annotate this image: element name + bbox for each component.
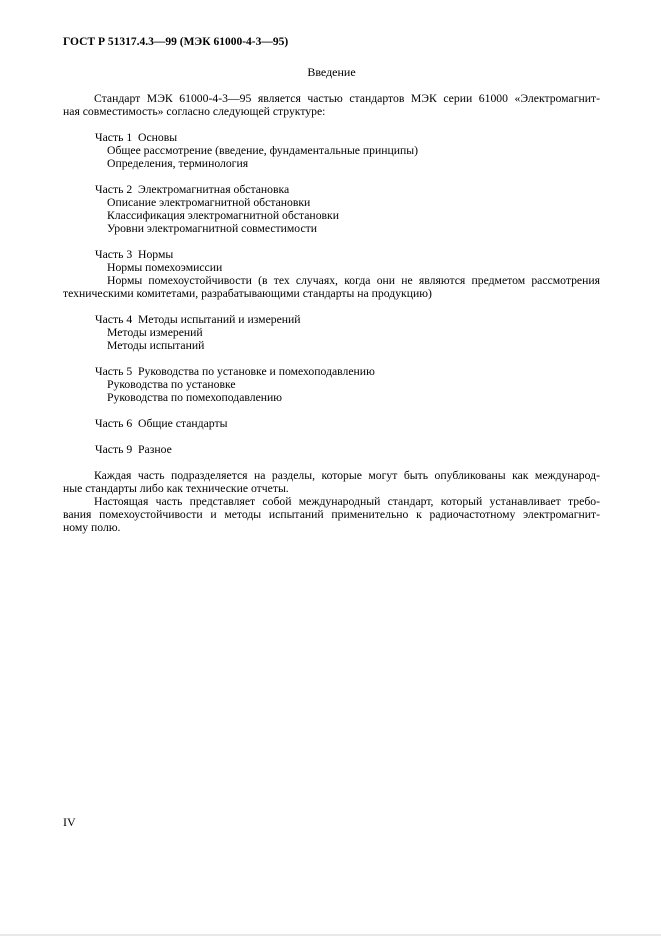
part-block-9 [63, 443, 600, 456]
part-1-item-1: Общее рассмотрение (введение, фундаментальные принципы) [107, 144, 419, 157]
page-number: IV [63, 815, 76, 829]
closing-paragraph-2 [63, 495, 600, 534]
part-3-item-1: Нормы помехоэмиссии [107, 261, 223, 274]
part-block-1 [63, 131, 600, 170]
part-block-2 [63, 183, 600, 235]
part-1-title: Часть 1 Основы [95, 131, 178, 144]
part-4-item-1: Методы измерений [107, 326, 203, 339]
part-3-title: Часть 3 Нормы [95, 248, 174, 261]
part-2-item-3: Уровни электромагнитной совместимости [107, 222, 317, 235]
part-4-title: Часть 4 Методы испытаний и измерений [95, 313, 301, 326]
closing-2-line-3: ному полю. [63, 521, 121, 534]
section-title: Введение [307, 65, 356, 79]
part-9-title: Часть 9 Разное [95, 443, 172, 456]
part-4-item-2: Методы испытаний [107, 339, 205, 352]
intro-line-1: Стандарт МЭК 61000-4-3—95 является частью стандартов МЭК серии 61000 «Электромагнит- [94, 92, 600, 105]
part-2-item-2: Классификация электромагнитной обстановки [107, 209, 339, 222]
part-block-4 [63, 313, 600, 352]
part-5-item-1: Руководства по установке [107, 378, 236, 391]
part-5-item-2: Руководства по помехоподавлению [107, 391, 283, 404]
intro-paragraph [63, 92, 600, 118]
part-1-item-2: Определения, терминология [107, 157, 249, 170]
closing-2-line-1: Настоящая часть представляет собой международный стандарт, который устанавливает требо- [94, 495, 600, 508]
part-block-3 [63, 248, 600, 300]
closing-2-line-2: вания помехоустойчивости и методы испытаний применительно к радиочастотному электромагнит- [63, 508, 600, 521]
part-2-item-1: Описание электромагнитной обстановки [107, 196, 311, 209]
document-header: ГОСТ Р 51317.4.3—99 (МЭК 61000-4-3—95) [63, 36, 289, 48]
closing-1-line-1: Каждая часть подразделяется на разделы, которые могут быть опубликованы как международ- [94, 469, 600, 482]
closing-1-line-2: ные стандарты либо как технические отчеты. [63, 482, 289, 495]
part-2-title: Часть 2 Электромагнитная обстановка [95, 183, 290, 196]
part-block-5 [63, 365, 600, 404]
part-3-item-2-line-1: Нормы помехоустойчивости (в тех случаях, когда они не являются предметом рассмотрения [107, 274, 600, 287]
closing-paragraph-1 [63, 469, 600, 495]
intro-line-2: ная совместимость» согласно следующей структуре: [63, 105, 326, 118]
part-6-title: Часть 6 Общие стандарты [95, 417, 228, 430]
part-5-title: Часть 5 Руководства по установке и помехоподавлению [95, 365, 375, 378]
part-3-item-2-line-2: техническими комитетами, разрабатывающими стандарты на продукцию) [63, 287, 432, 300]
part-block-6 [63, 417, 600, 430]
